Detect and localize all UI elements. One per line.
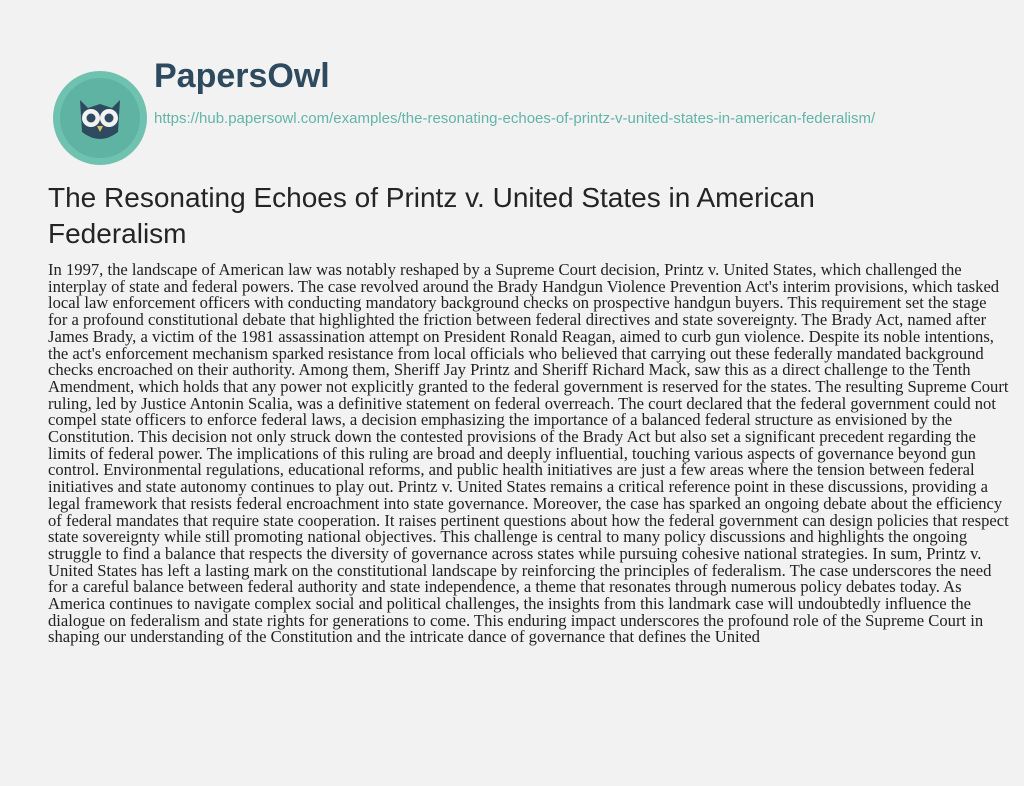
body-line: struggle to find a balance that respects the diversity of governance across states while pursuing cohesive national strategies. In sum, Printz v. <box>48 543 982 563</box>
article-url-link[interactable]: https://hub.papersowl.com/examples/the-resonating-echoes-of-printz-v-united-states-in-american-federalism/ <box>154 110 876 127</box>
article-title: The Resonating Echoes of Printz v. United States in American Federalism <box>48 182 815 249</box>
owl-logo-icon <box>48 66 152 170</box>
body-line: In 1997, the landscape of American law was notably reshaped by a Supreme Court decision, Printz v. United States, which challenged the <box>48 260 962 279</box>
body-line: shaping our understanding of the Constitution and the intricate dance of governance that defines the United <box>48 627 760 647</box>
body-line: ruling, led by Justice Antonin Scalia, was a definitive statement on federal overreach. The court declared that the federal government could not <box>48 393 996 413</box>
body-line: interplay of state and federal powers. The case revolved around the Brady Handgun Violence Prevention Act's interim provisions, which tasked <box>48 276 1000 296</box>
body-line: state sovereignty while still promoting national objectives. This challenge is central to many policy discussions and highlights the ongoing <box>48 527 968 547</box>
body-line: of federal mandates that require state cooperation. It raises pertinent questions about how the federal government can design policies that respect <box>48 510 1009 530</box>
body-line: for a profound constitutional debate that highlighted the friction between federal directives and state sovereignty. The Brady Act, named after <box>48 310 987 330</box>
body-line: Constitution. This decision not only struck down the contested provisions of the Brady Act but also set a significant precedent regarding the <box>48 427 976 447</box>
brand-name: PapersOwl <box>154 57 330 95</box>
body-line: dialogue on federalism and state rights for generations to come. This enduring impact underscores the profound role of the Supreme Court in <box>48 610 984 630</box>
article-body <box>48 262 1013 646</box>
body-line: checks encroached on their authority. Among them, Sheriff Jay Printz and Sheriff Richard Mack, saw this as a direct challenge to the Tenth <box>48 360 971 380</box>
body-line: the act's enforcement mechanism sparked resistance from local officials who believed that carrying out these federally mandated background <box>48 343 984 363</box>
body-line: for a careful balance between federal authority and state independence, a theme that resonates through numerous policy debates today. As <box>48 577 962 597</box>
body-line: compel state officers to enforce federal laws, a decision emphasizing the importance of a balanced federal structure as envisioned by the <box>48 410 953 430</box>
body-line: Amendment, which holds that any power not explicitly granted to the federal government is reserved for the states. The resulting Supreme Court <box>48 376 1009 396</box>
body-line: James Brady, a victim of the 1981 assassination attempt on President Ronald Reagan, aimed to curb gun violence. Despite its noble intentions, <box>48 326 994 346</box>
body-line: America continues to navigate complex social and political challenges, the insights from this landmark case will undoubtedly influence the <box>48 594 971 614</box>
document-sheet <box>12 12 1012 774</box>
body-line: local law enforcement officers with conducting mandatory background checks on prospective handgun buyers. This requirement set the stage <box>48 293 987 313</box>
body-line: initiatives and state autonomy continues to play out. Printz v. United States remains a critical reference point in these discussions, providing a <box>48 477 988 497</box>
body-line: legal framework that resists federal encroachment into state governance. Moreover, the case has sparked an ongoing debate about the efficiency <box>48 493 1003 513</box>
body-line: control. Environmental regulations, educational reforms, and public health initiatives are just a few areas where the tension between federal <box>48 460 975 480</box>
body-line: United States has left a lasting mark on the constitutional landscape by reinforcing the principles of federalism. The case underscores the need <box>48 560 992 580</box>
header <box>12 12 1012 162</box>
body-line: limits of federal power. The implications of this ruling are broad and deeply influential, touching various aspects of governance beyond gun <box>48 443 976 463</box>
